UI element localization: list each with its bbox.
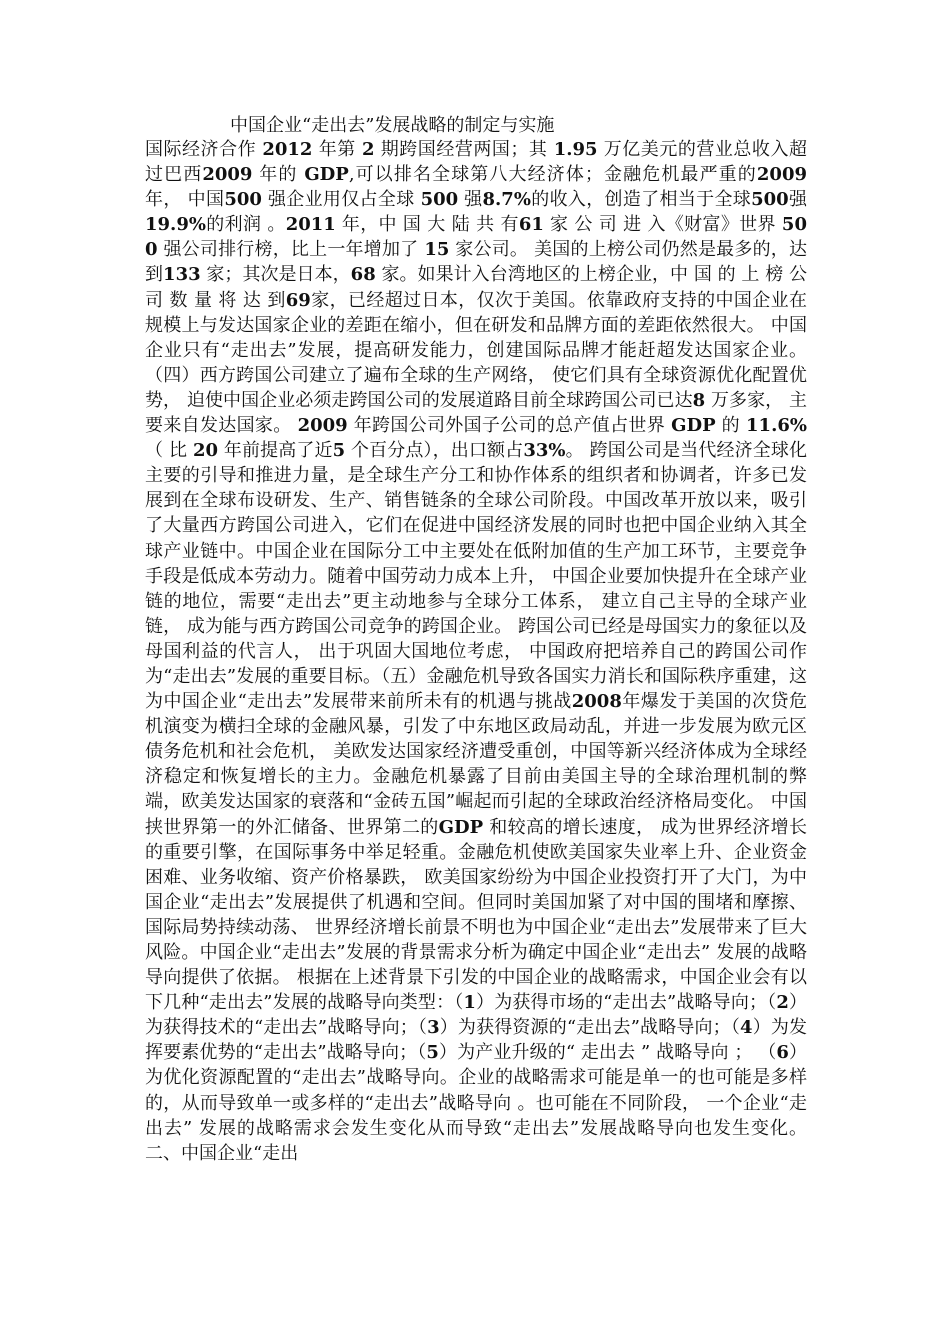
document-body: 国际经济合作 2012 年第 2 期跨国经营两国；其 1.95 万亿美元的营业总收入超过巴西2009 年的 GDP,可以排名全球第八大经济体；金融危机最严重的2009年， 中国500 强企业用仅占全球 500 强8.7%的收入，创造了相当于全球500强 19.9%的利润 。2011 年，中 国 大 陆 共 有61 家 公 司 进 入《财富》世界 500 强公司排行榜，比上一年增加了 15 家公司。 美国的上榜公司仍然是最多的，达到133 家；其次是日本，68 家。如果计入台湾地区的上榜企业，中 国 的 上 榜 公 司 数 量 将 达 到69家，已经超过日本，仅次于美国。依靠政府支持的中国企业在规模上与发达国家企业的差距在缩小，但在研发和品牌方面的差距依然很大。 中国企业只有“走出去”发展，提高研发能力，创建国际品牌才能赶超发达国家企业。（四）西方跨国公司建立了遍布全球的生产网络， 使它们具有全球资源优化配置优势， 迫使中国企业必须走跨国公司的发展道路目前全球跨国公司已达8 万多家， 主要来自发达国家。 2009 年跨国公司外国子公司的总产值占世界 GDP 的 11.6% （ 比 20 年前提高了近5 个百分点），出口额占33%。 跨国公司是当代经济全球化主要的引导和推进力量，是全球生产分工和协作体系的组织者和协调者，许多已发展到在全球布设研发、生产、销售链条的全球公司阶段。中国改革开放以来，吸引了大量西方跨国公司进入，它们在促进中国经济发展的同时也把中国企业纳入其全球产业链中。中国企业在国际分工中主要处在低附加值的生产加工环节，主要竞争手段是低成本劳动力。随着中国劳动力成本上升， 中国企业要加快提升在全球产业链的地位，需要“走出去”更主动地参与全球分工体系， 建立自己主导的全球产业链， 成为能与西方跨国公司竞争的跨国企业。 跨国公司已经是母国实力的象征以及母国利益的代言人， 出于巩固大国地位考虑， 中国政府把培养自己的跨国公司作为“走出去”发展的重要目标。（五）金融危机导致各国实力消长和国际秩序重建，这为中国企业“走出去”发展带来前所未有的机遇与挑战2008年爆发于美国的次贷危机演变为横扫全球的金融风暴，引发了中东地区政局动乱，并进一步发展为欧元区债务危机和社会危机， 美欧发达国家经济遭受重创，中国等新兴经济体成为全球经济稳定和恢复增长的主力。金融危机暴露了目前由美国主导的全球治理机制的弊端，欧美发达国家的衰落和“金砖五国”崛起而引起的全球政治经济格局变化。 中国挟世界第一的外汇储备、世界第二的GDP 和较高的增长速度， 成为世界经济增长的重要引擎，在国际事务中举足轻重。金融危机使欧美国家失业率上升、企业资金困难、业务收缩、资产价格暴跌， 欧美国家纷纷为中国企业投资打开了大门，为中国企业“走出去”发展提供了机遇和空间。但同时美国加紧了对中国的围堵和摩擦、 国际局势持续动荡、 世界经济增长前景不明也为中国企业“走出去”发展带来了巨大风险。中国企业“走出去”发展的背景需求分析为确定中国企业“走出去” 发展的战略导向提供了依据。 根据在上述背景下引发的中国企业的战略需求，中国企业会有以下几种“走出去”发展的战略导向类型：（1）为获得市场的“走出去”战略导向；（2）为获得技术的“走出去”战略导向；（3）为获得资源的“走出去”战略导向；（4）为发挥要素优势的“走出去”战略导向；（5）为产业升级的“ 走出去 ” 战略导向 ； （6） 为优化资源配置的“走出去”战略导向。企业的战略需求可能是单一的也可能是多样的，从而导致单一或多样的“走出去”战略导向 。也可能在不同阶段， 一个企业“走出去” 发展的战略需求会发生变化从而导致“走出去”发展战略导向也发生变化。二、中国企业“走出 (145, 139, 808, 1164)
document-title: 中国企业“走出去”发展战略的制定与实施 (230, 115, 555, 136)
